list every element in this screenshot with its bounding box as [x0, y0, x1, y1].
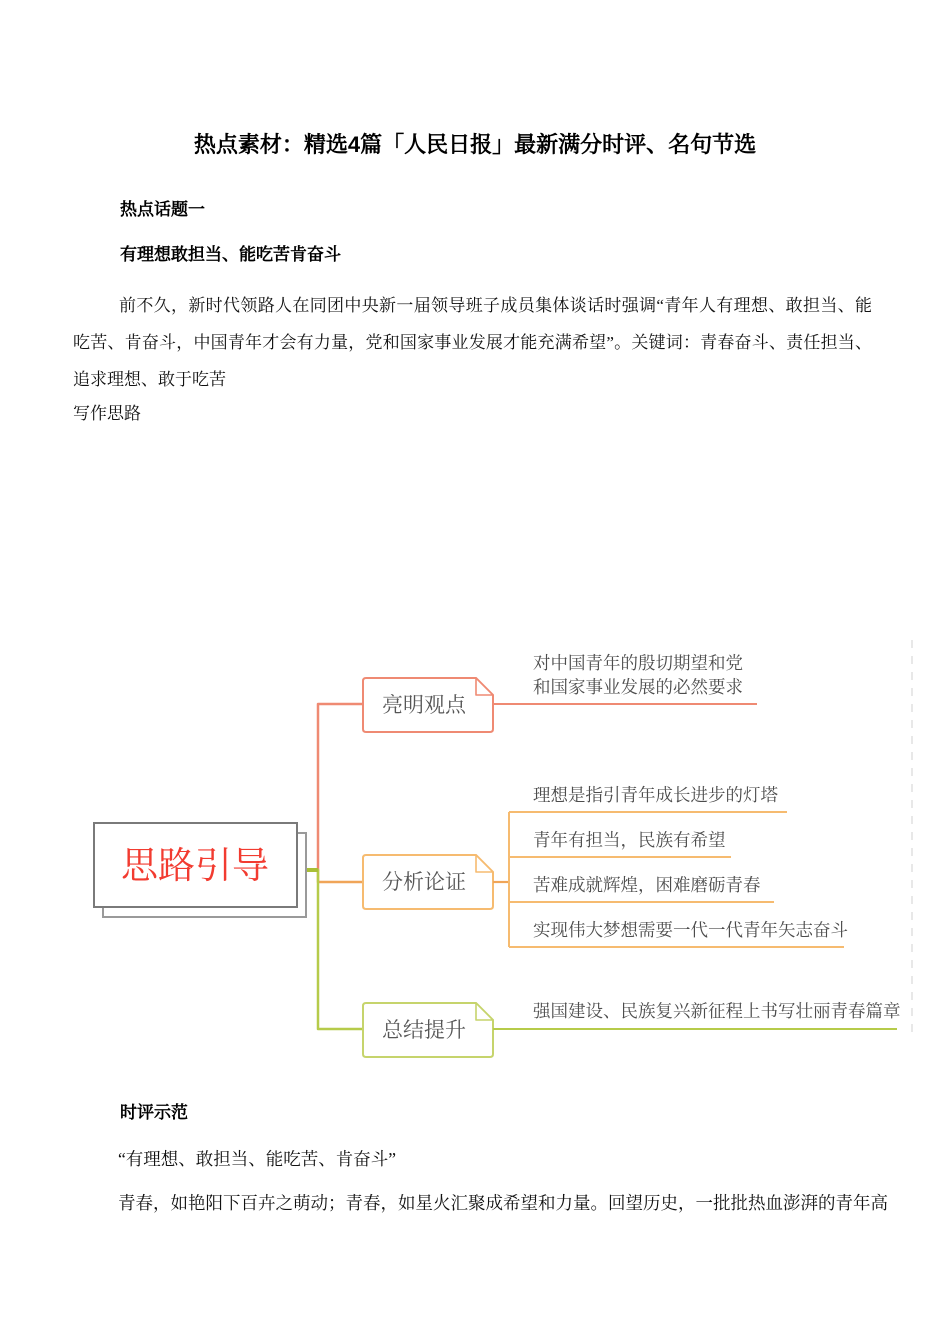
leaf-text: 实现伟大梦想需要一代一代青年矢志奋斗 [533, 920, 848, 940]
node-label: 亮明观点 [382, 694, 466, 717]
node-label: 分析论证 [382, 871, 466, 894]
leaf-text: 理想是指引青年成长进步的灯塔 [533, 785, 778, 805]
review-quote: “有理想、敢担当、能吃苦、肯奋斗” [118, 1149, 397, 1169]
leaf-text: 强国建设、民族复兴新征程上书写壮丽青春篇章 [533, 1001, 901, 1021]
mindmap-leaf-opinion-1 [493, 653, 757, 704]
writing-idea-label: 写作思路 [73, 404, 141, 423]
node-label: 总结提升 [382, 1019, 466, 1042]
mindmap-node-summary [363, 1003, 493, 1057]
mindmap-node-opinion [363, 678, 493, 732]
folded-corner-icon [476, 855, 493, 872]
page-title: 热点素材：精选4篇「人民日报」最新满分时评、名句节选 [193, 132, 757, 157]
leaf-text: 青年有担当，民族有希望 [533, 830, 726, 850]
root-node-label: 思路引导 [121, 845, 269, 886]
branch-line-opinion [318, 704, 363, 870]
intro-paragraph: 前不久，新时代领路人在同团中央新一届领导班子成员集体谈话时强调“青年人有理想、敢担当、能吃苦、肯奋斗，中国青年才会有力量，党和国家事业发展才能充满希望”。关键词：青春奋斗、责任担当、追求理想、敢于吃苦 [73, 296, 872, 389]
mindmap-node-analysis [363, 855, 493, 909]
topic-heading: 有理想敢担当、能吃苦肯奋斗 [120, 245, 341, 264]
mindmap-root-node [94, 823, 306, 917]
folded-corner-icon [476, 1003, 493, 1020]
review-heading: 时评示范 [120, 1103, 188, 1122]
review-first-line: 青春，如艳阳下百卉之萌动；青春，如星火汇聚成希望和力量。回望历史，一批批热血澎湃的青年高 [118, 1193, 888, 1213]
branch-line-analysis [318, 870, 363, 882]
leaf-text-line2: 和国家事业发展的必然要求 [533, 677, 743, 697]
mindmap-image [0, 630, 950, 1100]
leaf-text: 苦难成就辉煌，困难磨砺青春 [533, 875, 761, 895]
topic-label: 热点话题一 [120, 200, 205, 219]
leaf-text-line1: 对中国青年的殷切期望和党 [533, 653, 743, 673]
branch-line-summary [318, 870, 363, 1029]
folded-corner-icon [476, 678, 493, 695]
mindmap-leaf-summary-1 [493, 1001, 901, 1029]
mindmap-leaves-analysis [493, 785, 848, 947]
